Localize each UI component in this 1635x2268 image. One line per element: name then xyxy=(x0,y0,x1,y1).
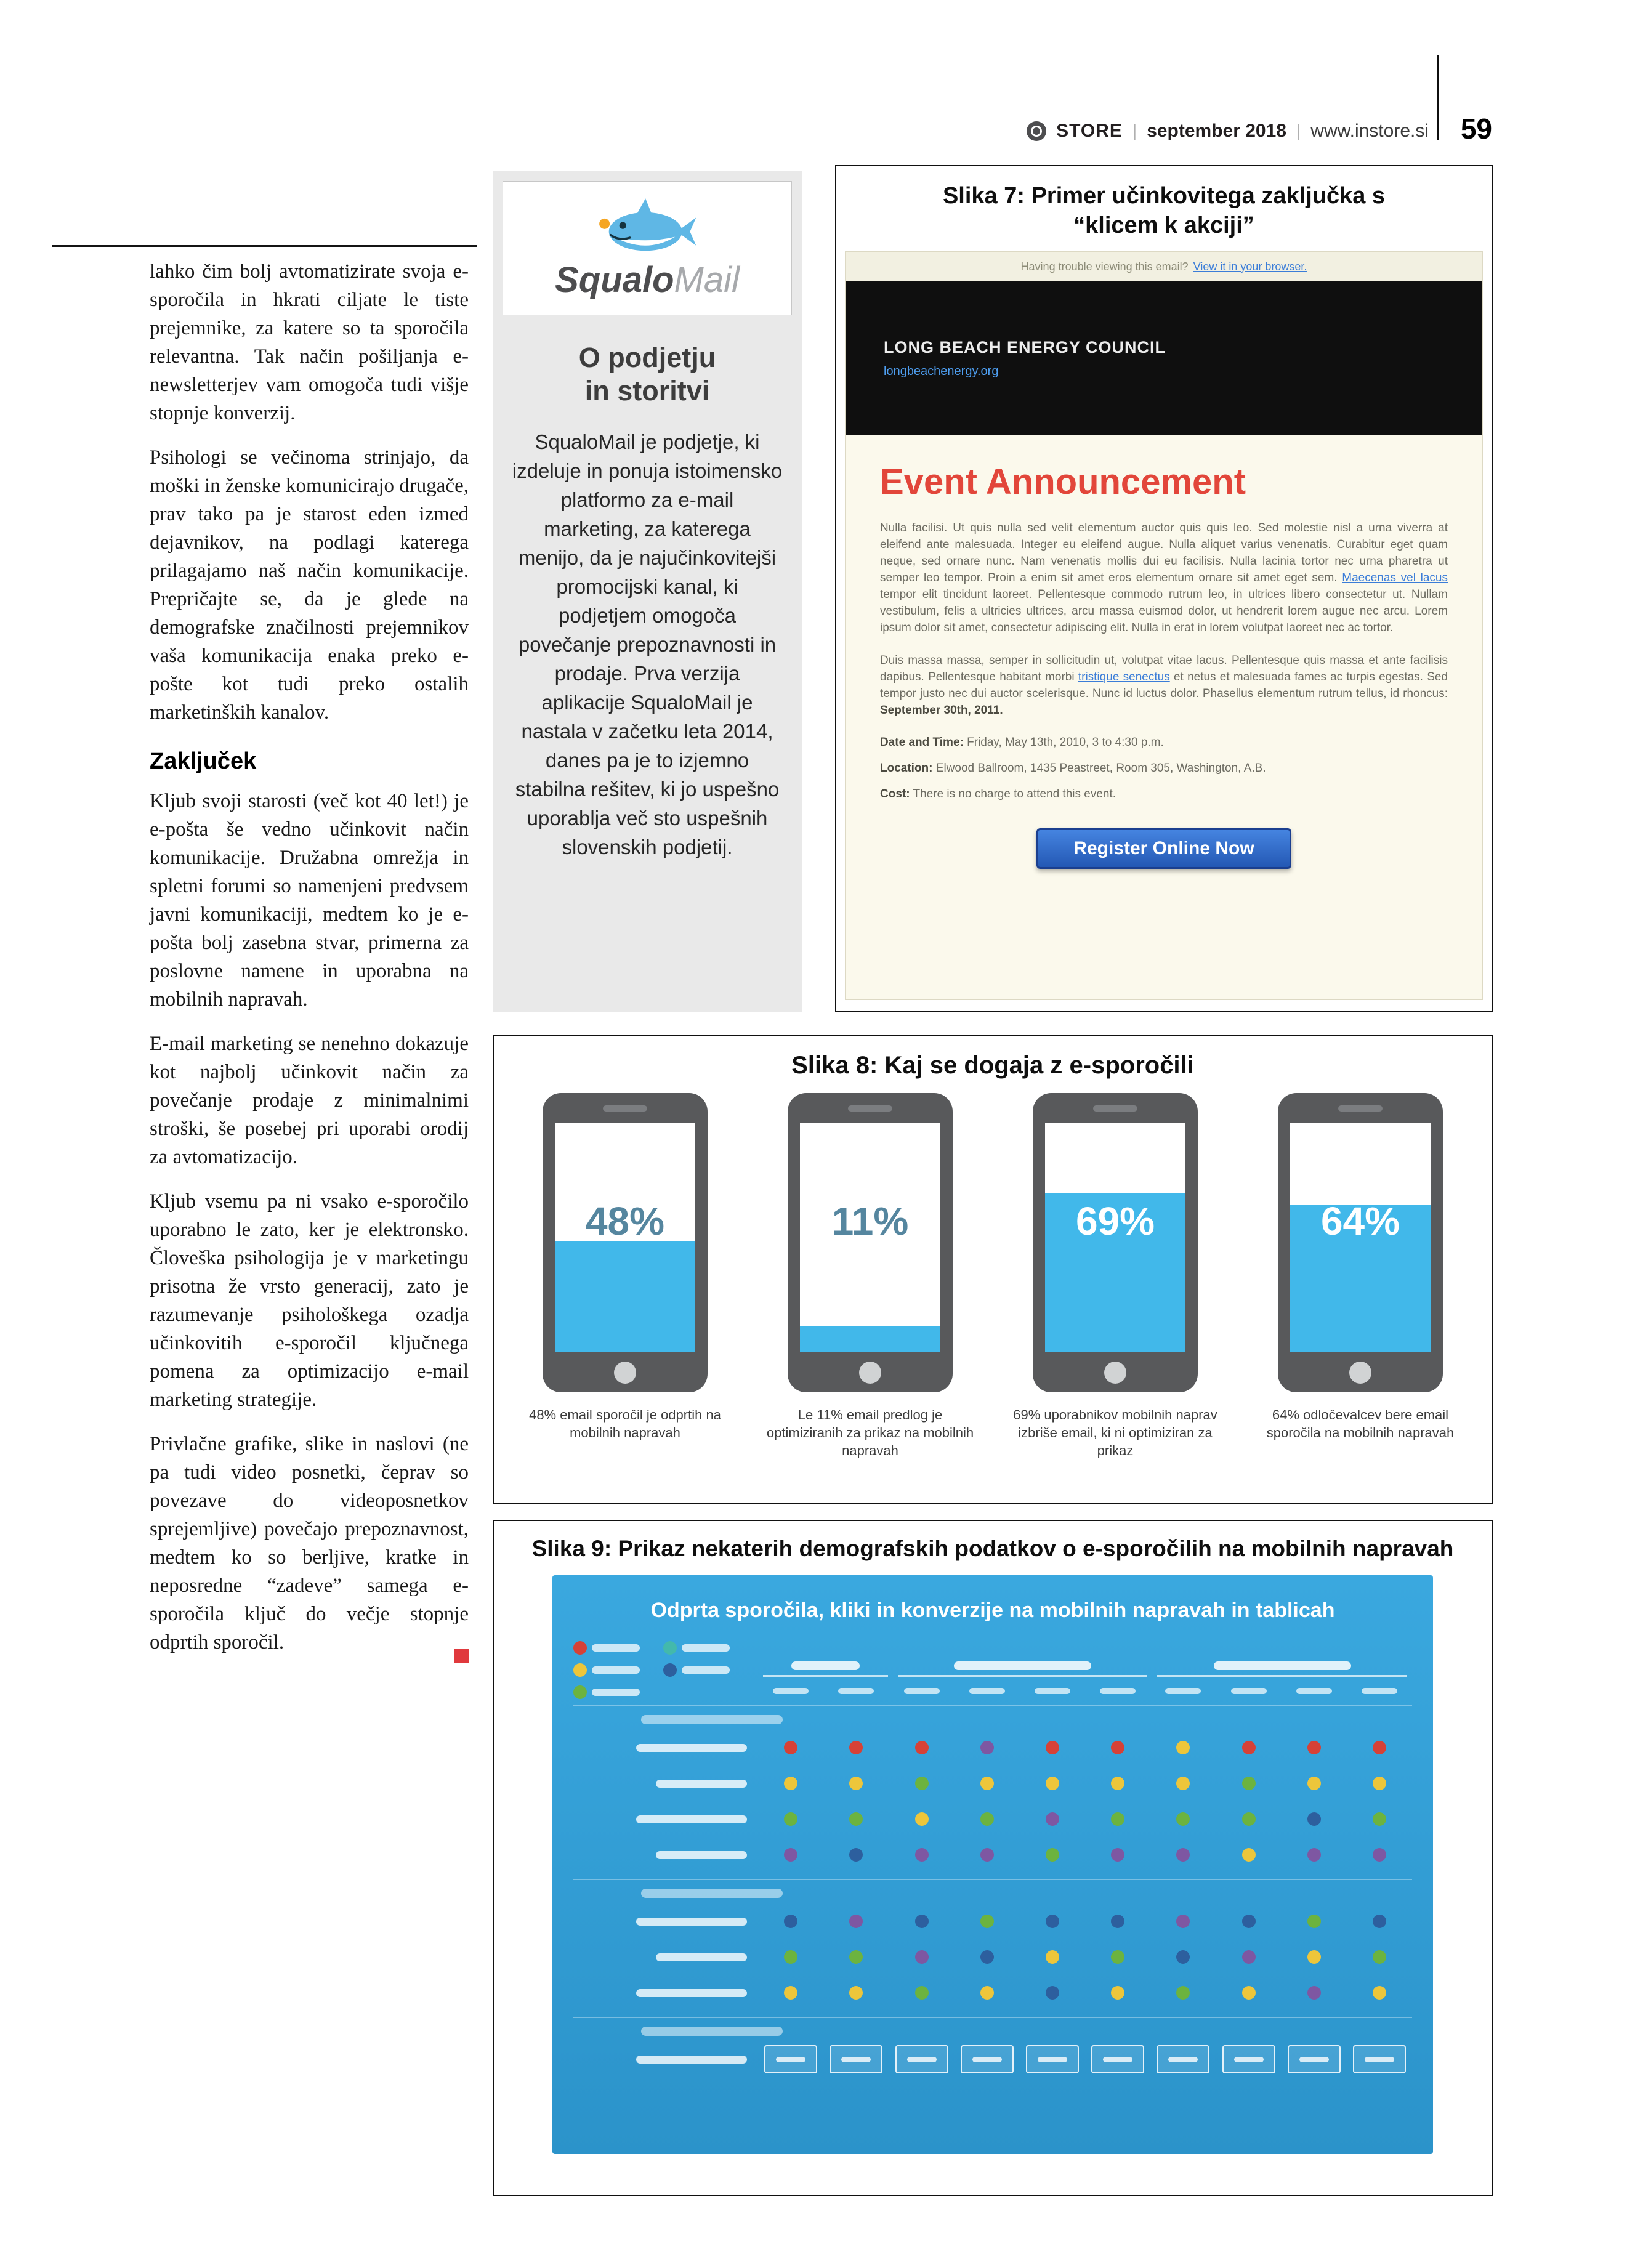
data-dot xyxy=(1176,1741,1190,1754)
data-dot xyxy=(1307,1812,1321,1826)
legend-dot-icon xyxy=(573,1663,587,1677)
chart-row xyxy=(573,1730,1412,1766)
data-dot xyxy=(1242,1915,1256,1928)
phone-graphic xyxy=(788,1093,953,1392)
data-dot xyxy=(1111,1986,1124,2000)
value-box xyxy=(1091,2045,1144,2073)
email-event-date: September 30th, 2011. xyxy=(880,704,1003,717)
data-dot xyxy=(1242,1812,1256,1826)
email-text: et netus et malesuada fames ac turpis egestas. Sed tempor justo nec dui auctor scelerisque. Nunc id luctus dolor. Phasellus elementum rutrum tellus, id rhoncus: xyxy=(880,671,1448,700)
organization-name: LONG BEACH ENERGY COUNCIL xyxy=(884,338,1166,357)
row-label-placeholder xyxy=(636,1744,747,1752)
chart-row-boxes xyxy=(573,2041,1412,2077)
article-end-mark-icon xyxy=(454,1649,469,1663)
data-dot xyxy=(980,1915,994,1928)
column-headers-row xyxy=(758,1683,1412,1699)
data-dot xyxy=(1373,1777,1386,1790)
data-dot xyxy=(915,1777,929,1790)
data-dot xyxy=(784,1950,797,1964)
phone-graphic xyxy=(1278,1093,1443,1392)
data-dot xyxy=(1242,1986,1256,2000)
phone-stat-item xyxy=(756,1093,984,1459)
about-heading-line1: O podjetju xyxy=(578,342,716,373)
meta-label: Location: xyxy=(880,762,933,775)
phone-speaker xyxy=(848,1105,892,1112)
data-dot xyxy=(1176,1777,1190,1790)
phone-stat-item xyxy=(1246,1093,1474,1442)
phone-stat-item xyxy=(1001,1093,1229,1459)
value-box xyxy=(961,2045,1014,2073)
demographics-chart xyxy=(552,1575,1433,2154)
row-label-placeholder xyxy=(636,1815,747,1823)
phone-screen xyxy=(555,1123,695,1352)
data-dot xyxy=(1046,1812,1059,1826)
email-browser-note xyxy=(846,252,1482,281)
data-dot xyxy=(1373,1915,1386,1928)
legend-label-placeholder xyxy=(682,1666,730,1674)
legend-item xyxy=(573,1663,660,1677)
phone-caption: 48% email sporočil je odprtih na mobilnih napravah xyxy=(529,1407,721,1440)
phone-stats-row xyxy=(494,1093,1492,1459)
value-box xyxy=(1026,2045,1079,2073)
chart-section xyxy=(573,1879,1412,2011)
register-online-button[interactable]: Register Online Now xyxy=(1036,828,1291,869)
meta-label: Date and Time: xyxy=(880,736,964,749)
chart-row xyxy=(573,1939,1412,1975)
shark-icon xyxy=(595,196,700,258)
header-separator: | xyxy=(1296,121,1301,140)
data-dot xyxy=(849,1777,863,1790)
chart-header xyxy=(573,1641,1412,1699)
data-dot xyxy=(784,1777,797,1790)
instore-logo-icon xyxy=(1027,121,1046,141)
phone-fill xyxy=(555,1241,695,1352)
column-header xyxy=(1216,1683,1281,1699)
article-paragraph: Privlačne grafike, slike in naslovi (ne pa tudi video posnetki, čeprav so povezave do videoposnetkov sprejemljive) povečajo prepoznavnost, medtem ko so berljive, kratke in neposredne “zadeve” samega e-sporočila ključ do večje stopnje odprtih sporočil. xyxy=(150,1433,469,1653)
section-header-placeholder xyxy=(573,1709,1412,1730)
data-dot xyxy=(1242,1777,1256,1790)
article-paragraph: Kljub vsemu pa ni vsako e-sporočilo uporabno le zato, ker je elektronsko. Človeška psihologija je v marketingu prisotna že vrsto generacij, zato je razumevanje psihološkega ozadja učinkovitih e-sporočil ključnega pomena za optimizacijo e-mail marketing strategije. xyxy=(150,1190,469,1411)
about-heading xyxy=(493,341,802,408)
legend-item xyxy=(663,1663,749,1677)
data-dot xyxy=(1176,1986,1190,2000)
phone-caption: 64% odločevalcev bere email sporočila na mobilnih napravah xyxy=(1266,1407,1455,1440)
email-text: Nulla facilisi. Ut quis nulla sed velit elementum auctor quis quis leo. Sed molestie nisl a urna viverra at eleifend ante malesuada. Integer eu eleifend augue. Nulla aliquet varius venenatis. Curabitur eget quam neque, sed ornare nunc. Nam venenatis mollis dui eu facilisis. Nulla lacinia tortor nec urna pharetra ut semper leo tempor. Proin a enim sit amet eros elementum ornare sit amet eget sem. xyxy=(880,522,1448,584)
section-header-placeholder xyxy=(573,1883,1412,1903)
figure-7-email-example xyxy=(835,165,1493,1012)
issue-date: september 2018 xyxy=(1147,121,1286,141)
data-dot xyxy=(915,1741,929,1754)
phone-caption: 69% uporabnikov mobilnih naprav izbriše email, ki ni optimiziran za prikaz xyxy=(1013,1407,1217,1458)
email-text: tempor elit tincidunt laoreet. Pellentesque commodo rutrum leo, in ultrices libero consectetur ut. Nullam vestibulum, felis a ultricies ultrices, arcu massa euismod dolor, ut hendrerit lorem augue nec arcu. Lorem ipsum dolor sit amet, consectetur adipiscing elit. Nulla in erat in lorem volutpat laoreet nec ac tortor. xyxy=(880,588,1448,634)
data-dot xyxy=(1307,1950,1321,1964)
figure-9-demographics xyxy=(493,1520,1493,2196)
section-heading-zakljucek: Zaključek xyxy=(150,748,257,774)
wordmark-squalo: Squalo xyxy=(555,259,674,300)
data-dot xyxy=(849,1915,863,1928)
article-paragraph: Kljub svoji starosti (več kot 40 let!) je e-pošta še vedno učinkovit način komunikacije. Družabna omrežja in spletni forumi so namenjeni predvsem javni komunikaciji, medtem ko je e-pošta bolj zasebna stvar, primerna za poslovne namene in uporabna na mobilnih napravah. xyxy=(150,790,469,1011)
email-meta-line xyxy=(880,786,1448,802)
magazine-brand: STORE xyxy=(1056,121,1123,141)
legend-dot-icon xyxy=(663,1663,677,1677)
column-header xyxy=(1085,1683,1150,1699)
column-header xyxy=(1150,1683,1216,1699)
column-group-header xyxy=(763,1661,888,1677)
phone-fill xyxy=(800,1326,940,1352)
data-dot xyxy=(915,1812,929,1826)
data-dot xyxy=(915,1915,929,1928)
meta-label: Cost: xyxy=(880,788,910,801)
column-header xyxy=(955,1683,1020,1699)
browser-note-text: Having trouble viewing this email? xyxy=(1020,260,1189,273)
row-label-placeholder xyxy=(656,1953,747,1961)
legend-label-placeholder xyxy=(592,1644,640,1652)
legend-item xyxy=(573,1641,660,1655)
data-dot xyxy=(1242,1741,1256,1754)
article-paragraph: E-mail marketing se nenehno dokazuje kot najbolj učinkovit način za povečanje prodaje z minimalnimi stroški, še posebej pri uporabi orodij za avtomatizacijo. xyxy=(150,1033,469,1168)
legend-label-placeholder xyxy=(592,1666,640,1674)
column-header xyxy=(1020,1683,1085,1699)
value-box xyxy=(1353,2045,1406,2073)
phone-home-button xyxy=(859,1362,881,1384)
data-dot xyxy=(784,1741,797,1754)
squalomail-logo xyxy=(503,181,792,315)
chart-title: Odprta sporočila, kliki in konverzije na mobilnih napravah in tablicah xyxy=(650,1599,1335,1622)
email-body xyxy=(846,435,1482,885)
column-group-header xyxy=(898,1661,1148,1677)
email-inline-link[interactable]: Maecenas vel lacus xyxy=(1342,571,1448,584)
data-dot xyxy=(915,1848,929,1862)
row-label-placeholder xyxy=(656,1851,747,1859)
data-dot xyxy=(849,1950,863,1964)
column-header xyxy=(823,1683,889,1699)
data-dot xyxy=(784,1986,797,2000)
email-meta-line xyxy=(880,735,1448,751)
value-box xyxy=(764,2045,817,2073)
phone-home-button xyxy=(1104,1362,1126,1384)
value-box xyxy=(895,2045,948,2073)
data-dot xyxy=(980,1848,994,1862)
meta-value: Friday, May 13th, 2010, 3 to 4:30 p.m. xyxy=(967,736,1164,749)
column-groups-row xyxy=(758,1661,1412,1677)
data-dot xyxy=(915,1950,929,1964)
figure-8-title: Slika 8: Kaj se dogaja z e-sporočili xyxy=(791,1052,1194,1079)
figure-7-title xyxy=(844,181,1484,240)
chart-section xyxy=(573,1705,1412,1873)
page-header xyxy=(1027,121,1429,142)
legend-dot-icon xyxy=(663,1641,677,1655)
data-dot xyxy=(1046,1848,1059,1862)
email-inline-link[interactable]: tristique senectus xyxy=(1078,671,1170,684)
data-dot xyxy=(1176,1950,1190,1964)
data-dot xyxy=(1373,1812,1386,1826)
data-dot xyxy=(1111,1950,1124,1964)
data-dot xyxy=(1046,1950,1059,1964)
section-header-placeholder xyxy=(573,2020,1412,2041)
chart-row xyxy=(573,1766,1412,1801)
data-dot xyxy=(915,1986,929,2000)
data-dot xyxy=(1111,1741,1124,1754)
about-heading-line2: in storitvi xyxy=(584,375,710,406)
website-url: www.instore.si xyxy=(1310,121,1429,141)
phone-percent: 64% xyxy=(1320,1198,1400,1243)
data-dot xyxy=(1242,1848,1256,1862)
data-dot xyxy=(1111,1915,1124,1928)
data-dot xyxy=(849,1848,863,1862)
phone-speaker xyxy=(1338,1105,1383,1112)
data-dot xyxy=(1307,1741,1321,1754)
chart-row xyxy=(573,1903,1412,1939)
legend-dot-icon xyxy=(573,1685,587,1699)
figure-8-phone-stats xyxy=(493,1035,1493,1504)
phone-home-button xyxy=(1349,1362,1371,1384)
data-dot xyxy=(980,1741,994,1754)
data-dot xyxy=(1373,1741,1386,1754)
data-dot xyxy=(980,1777,994,1790)
data-dot xyxy=(1373,1986,1386,2000)
phone-speaker xyxy=(603,1105,647,1112)
phone-screen xyxy=(800,1123,940,1352)
page-number: 59 xyxy=(1460,113,1492,145)
data-dot xyxy=(1111,1812,1124,1826)
figure-7-title-line1: Slika 7: Primer učinkovitega zaključka s xyxy=(942,183,1386,209)
data-dot xyxy=(1046,1741,1059,1754)
data-dot xyxy=(1307,1915,1321,1928)
email-text: Duis massa massa, semper in sollicitudin ut, volutpat vitae lacus. Pellentesque quis massa et ante facilisis dapibus. Pellentesque habitant morbi xyxy=(880,654,1448,684)
phone-percent: 48% xyxy=(585,1198,665,1243)
figure-9-title: Slika 9: Prikaz nekaterih demografskih podatkov o e-sporočilih na mobilnih napravah xyxy=(531,1536,1454,1561)
phone-home-button xyxy=(614,1362,636,1384)
legend-label-placeholder xyxy=(682,1644,730,1652)
data-dot xyxy=(849,1986,863,2000)
data-dot xyxy=(1307,1848,1321,1862)
legend-item xyxy=(573,1685,660,1699)
squalomail-wordmark xyxy=(555,259,740,301)
legend-item xyxy=(663,1641,749,1655)
column-header xyxy=(758,1683,823,1699)
data-dot xyxy=(1111,1848,1124,1862)
about-body-text: SqualoMail je podjetje, ki izdeluje in ponuja istoimensko platformo za e-mail marketing, za katerega menijo, da je najučinkovitejši promocijski kanal, ki podjetjem omogoča povečanje prepoznavnosti in prodaje. Prva verzija aplikacije SqualoMail je nastala v začetku leta 2014, danes pa je to izjemno stabilna rešitev, ki jo uspešno uporablja več sto uspešnih slovenskih podjetij. xyxy=(512,430,783,858)
article-column xyxy=(150,257,469,1671)
row-label-placeholder xyxy=(656,1780,747,1788)
data-dot xyxy=(784,1812,797,1826)
data-dot xyxy=(980,1950,994,1964)
data-dot xyxy=(784,1915,797,1928)
wordmark-mail: Mail xyxy=(674,259,740,300)
legend-dot-icon xyxy=(573,1641,587,1655)
meta-value: There is no charge to attend this event. xyxy=(913,788,1116,801)
email-paragraph xyxy=(880,652,1448,719)
view-in-browser-link[interactable]: View it in your browser. xyxy=(1193,260,1307,273)
column-header xyxy=(1282,1683,1347,1699)
squalomail-about-box xyxy=(493,171,802,1012)
column-header xyxy=(1347,1683,1412,1699)
data-dot xyxy=(784,1848,797,1862)
email-screenshot xyxy=(845,251,1483,1000)
article-paragraph: Psihologi se večinoma strinjajo, da moški in ženske komunicirajo drugače, prav tako pa je starost eden izmed dejavnikov, na podlagi katerega prilagajamo naš način komunikacije. Prepričajte se, da je glede na demografske značilnosti prejemnikov vaša komunikacija enaka preko e-pošte kot tudi preko ostalih marketinških kanalov. xyxy=(150,446,469,724)
phone-percent: 11% xyxy=(831,1198,909,1243)
legend-label-placeholder xyxy=(592,1689,640,1696)
data-dot xyxy=(1176,1915,1190,1928)
chart-section xyxy=(573,2017,1412,2077)
article-top-rule xyxy=(52,245,477,247)
phone-caption: Le 11% email predlog je optimiziranih za prikaz na mobilnih napravah xyxy=(766,1407,974,1458)
phone-speaker xyxy=(1093,1105,1137,1112)
data-dot xyxy=(1242,1950,1256,1964)
email-meta-line xyxy=(880,761,1448,777)
figure-7-title-line2: “klicem k akciji” xyxy=(1073,212,1254,238)
data-dot xyxy=(1046,1777,1059,1790)
data-dot xyxy=(1046,1986,1059,2000)
column-header xyxy=(889,1683,954,1699)
chart-legend xyxy=(573,1641,758,1699)
data-dot xyxy=(980,1812,994,1826)
value-box xyxy=(830,2045,882,2073)
meta-value: Elwood Ballroom, 1435 Peastreet, Room 305, Washington, A.B. xyxy=(935,762,1266,775)
data-dot xyxy=(980,1986,994,2000)
chart-body xyxy=(573,1705,1412,2077)
data-dot xyxy=(1307,1986,1321,2000)
data-dot xyxy=(1046,1915,1059,1928)
email-header-band xyxy=(846,281,1482,435)
row-label-placeholder xyxy=(636,1989,747,1997)
phone-graphic xyxy=(543,1093,708,1392)
data-dot xyxy=(849,1812,863,1826)
data-dot xyxy=(1373,1848,1386,1862)
data-dot xyxy=(1176,1848,1190,1862)
chart-row xyxy=(573,1837,1412,1873)
email-paragraph xyxy=(880,520,1448,636)
chart-columns-header xyxy=(758,1641,1412,1699)
value-box xyxy=(1222,2045,1275,2073)
column-group-header xyxy=(1157,1661,1407,1677)
header-separator: | xyxy=(1132,121,1137,140)
phone-percent: 69% xyxy=(1075,1198,1155,1243)
data-dot xyxy=(849,1741,863,1754)
data-dot xyxy=(1176,1812,1190,1826)
row-label-placeholder xyxy=(636,1918,747,1926)
chart-row xyxy=(573,1975,1412,2011)
phone-graphic xyxy=(1033,1093,1198,1392)
phone-screen xyxy=(1290,1123,1431,1352)
value-box xyxy=(1288,2045,1341,2073)
data-dot xyxy=(1373,1950,1386,1964)
page-number-divider xyxy=(1437,55,1439,140)
phone-screen xyxy=(1045,1123,1185,1352)
data-dot xyxy=(1307,1777,1321,1790)
phone-stat-item xyxy=(511,1093,739,1442)
row-label-placeholder xyxy=(636,2056,747,2064)
organization-website-link[interactable]: longbeachenergy.org xyxy=(884,365,999,378)
chart-row xyxy=(573,1801,1412,1837)
data-dot xyxy=(1111,1777,1124,1790)
value-box xyxy=(1157,2045,1209,2073)
email-headline: Event Announcement xyxy=(880,462,1246,502)
article-paragraph: lahko čim bolj avtomatizirate svoja e-sporočila in hkrati ciljate le tiste prejemnike, za katere so ta sporočila relevantna. Tak način pošiljanja e-newsletterjev vam omogoča tudi višje stopnje konverzij. xyxy=(150,260,469,424)
